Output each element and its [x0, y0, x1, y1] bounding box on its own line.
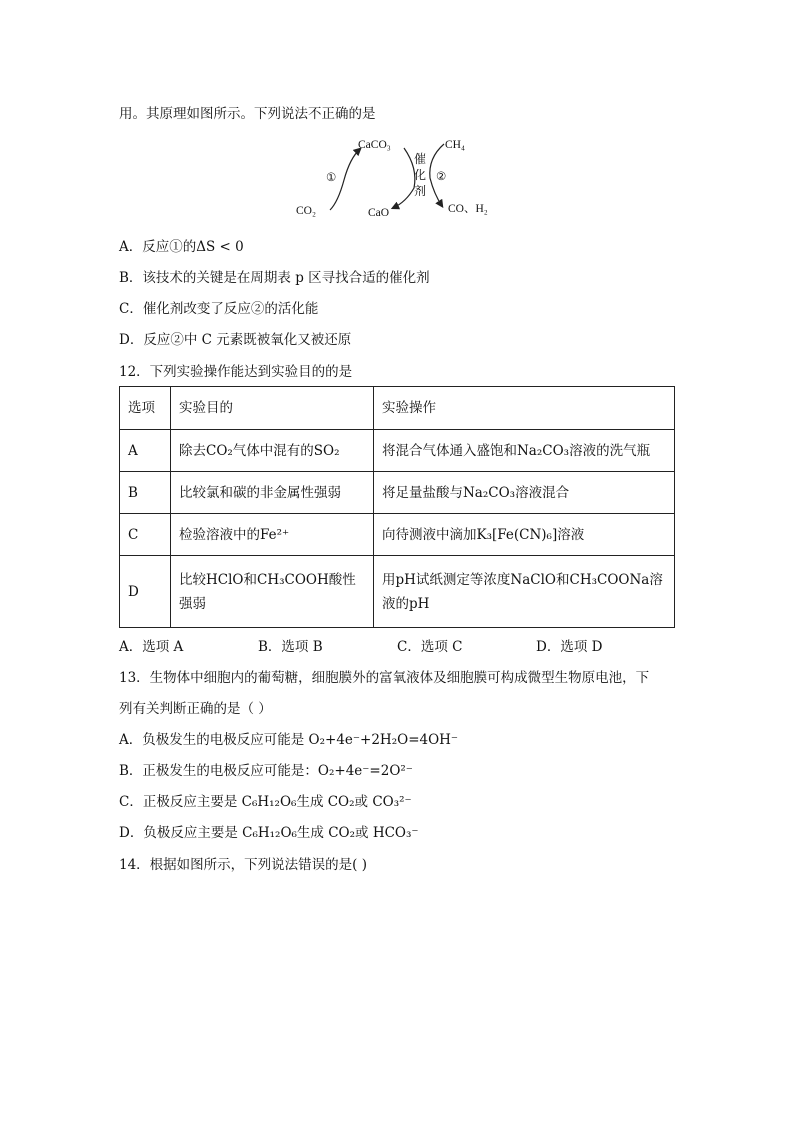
- q12-option-c: C．选项 C: [397, 639, 463, 655]
- q12-stem: 12．下列实验操作能达到实验目的的是: [119, 364, 353, 380]
- q12-option-b: B．选项 B: [258, 639, 323, 655]
- table-row: [120, 472, 675, 514]
- table-row: [120, 430, 675, 472]
- question-intro: 用。其原理如图所示。下列说法不正确的是: [119, 106, 376, 122]
- q13-stem-line1: 13．生物体中细胞内的葡萄糖，细胞膜外的富氧液体及细胞膜可构成微型生物原电池，下: [119, 670, 650, 686]
- table-cell: 将足量盐酸与Na₂CO₃溶液混合: [374, 472, 675, 514]
- table-cell: 比较HClO和CH₃COOH酸性强弱: [171, 556, 374, 628]
- table-cell: 比较氯和碳的非金属性强弱: [171, 472, 374, 514]
- q13-stem-line2: 列有关判断正确的是（ ）: [119, 701, 272, 717]
- cao-label: CaO: [368, 207, 390, 219]
- q14-stem: 14．根据如图所示，下列说法错误的是( ): [119, 857, 368, 873]
- catalyst-char-2: 化: [414, 168, 427, 182]
- q11-option-d: D．反应②中 C 元素既被氧化又被还原: [119, 332, 352, 348]
- arrow-caco3-to-cao: [393, 148, 415, 208]
- q11-option-b: B．该技术的关键是在周期表 p 区寻找合适的催化剂: [119, 270, 430, 286]
- table-cell: D: [120, 556, 171, 628]
- table-cell: A: [120, 430, 171, 472]
- ch4-label: CH₄: [445, 139, 465, 151]
- table-cell: 向待测液中滴加K₃[Fe(CN)₆]溶液: [374, 514, 675, 556]
- q13-option-d: D．负极反应主要是 C₆H₁₂O₆生成 CO₂或 HCO₃⁻: [119, 825, 419, 841]
- table-cell: 除去CO₂气体中混有的SO₂: [171, 430, 374, 472]
- step1-label: ①: [326, 172, 337, 184]
- q12-options: [119, 637, 679, 657]
- header-cell: 实验操作: [374, 387, 675, 430]
- q11-option-a: A．反应①的ΔS < 0: [119, 239, 244, 255]
- table-cell: B: [120, 472, 171, 514]
- experiment-table: [119, 386, 675, 628]
- header-cell: 选项: [120, 387, 171, 430]
- co2-label: CO₂: [296, 205, 316, 217]
- q12-option-d: D．选项 D: [536, 639, 603, 655]
- table-row: [120, 514, 675, 556]
- table-cell: 将混合气体通入盛饱和Na₂CO₃溶液的洗气瓶: [374, 430, 675, 472]
- q13-option-a: A．负极发生的电极反应可能是 O₂+4e⁻+2H₂O=4OH⁻: [119, 732, 459, 748]
- table-cell: 检验溶液中的Fe²⁺: [171, 514, 374, 556]
- q12-option-a: A．选项 A: [119, 639, 184, 655]
- step2-label: ②: [436, 171, 447, 183]
- q13-option-c: C．正极反应主要是 C₆H₁₂O₆生成 CO₂或 CO₃²⁻: [119, 794, 412, 810]
- q11-option-c: C．催化剂改变了反应②的活化能: [119, 301, 319, 317]
- table-cell: 用pH试纸测定等浓度NaClO和CH₃COONa溶液的pH: [374, 556, 675, 628]
- reaction-cycle-diagram: [290, 132, 510, 228]
- header-cell: 实验目的: [171, 387, 374, 430]
- q13-option-b: B．正极发生的电极反应可能是：O₂+4e⁻=2O²⁻: [119, 763, 413, 779]
- caco3-label: CaCO₃: [358, 139, 391, 151]
- catalyst-char-3: 剂: [414, 184, 427, 198]
- table-row: [120, 556, 675, 628]
- products-label: CO、H₂: [448, 203, 488, 215]
- table-cell: C: [120, 514, 171, 556]
- table-header-row: [120, 387, 675, 430]
- catalyst-char-1: 催: [414, 152, 427, 166]
